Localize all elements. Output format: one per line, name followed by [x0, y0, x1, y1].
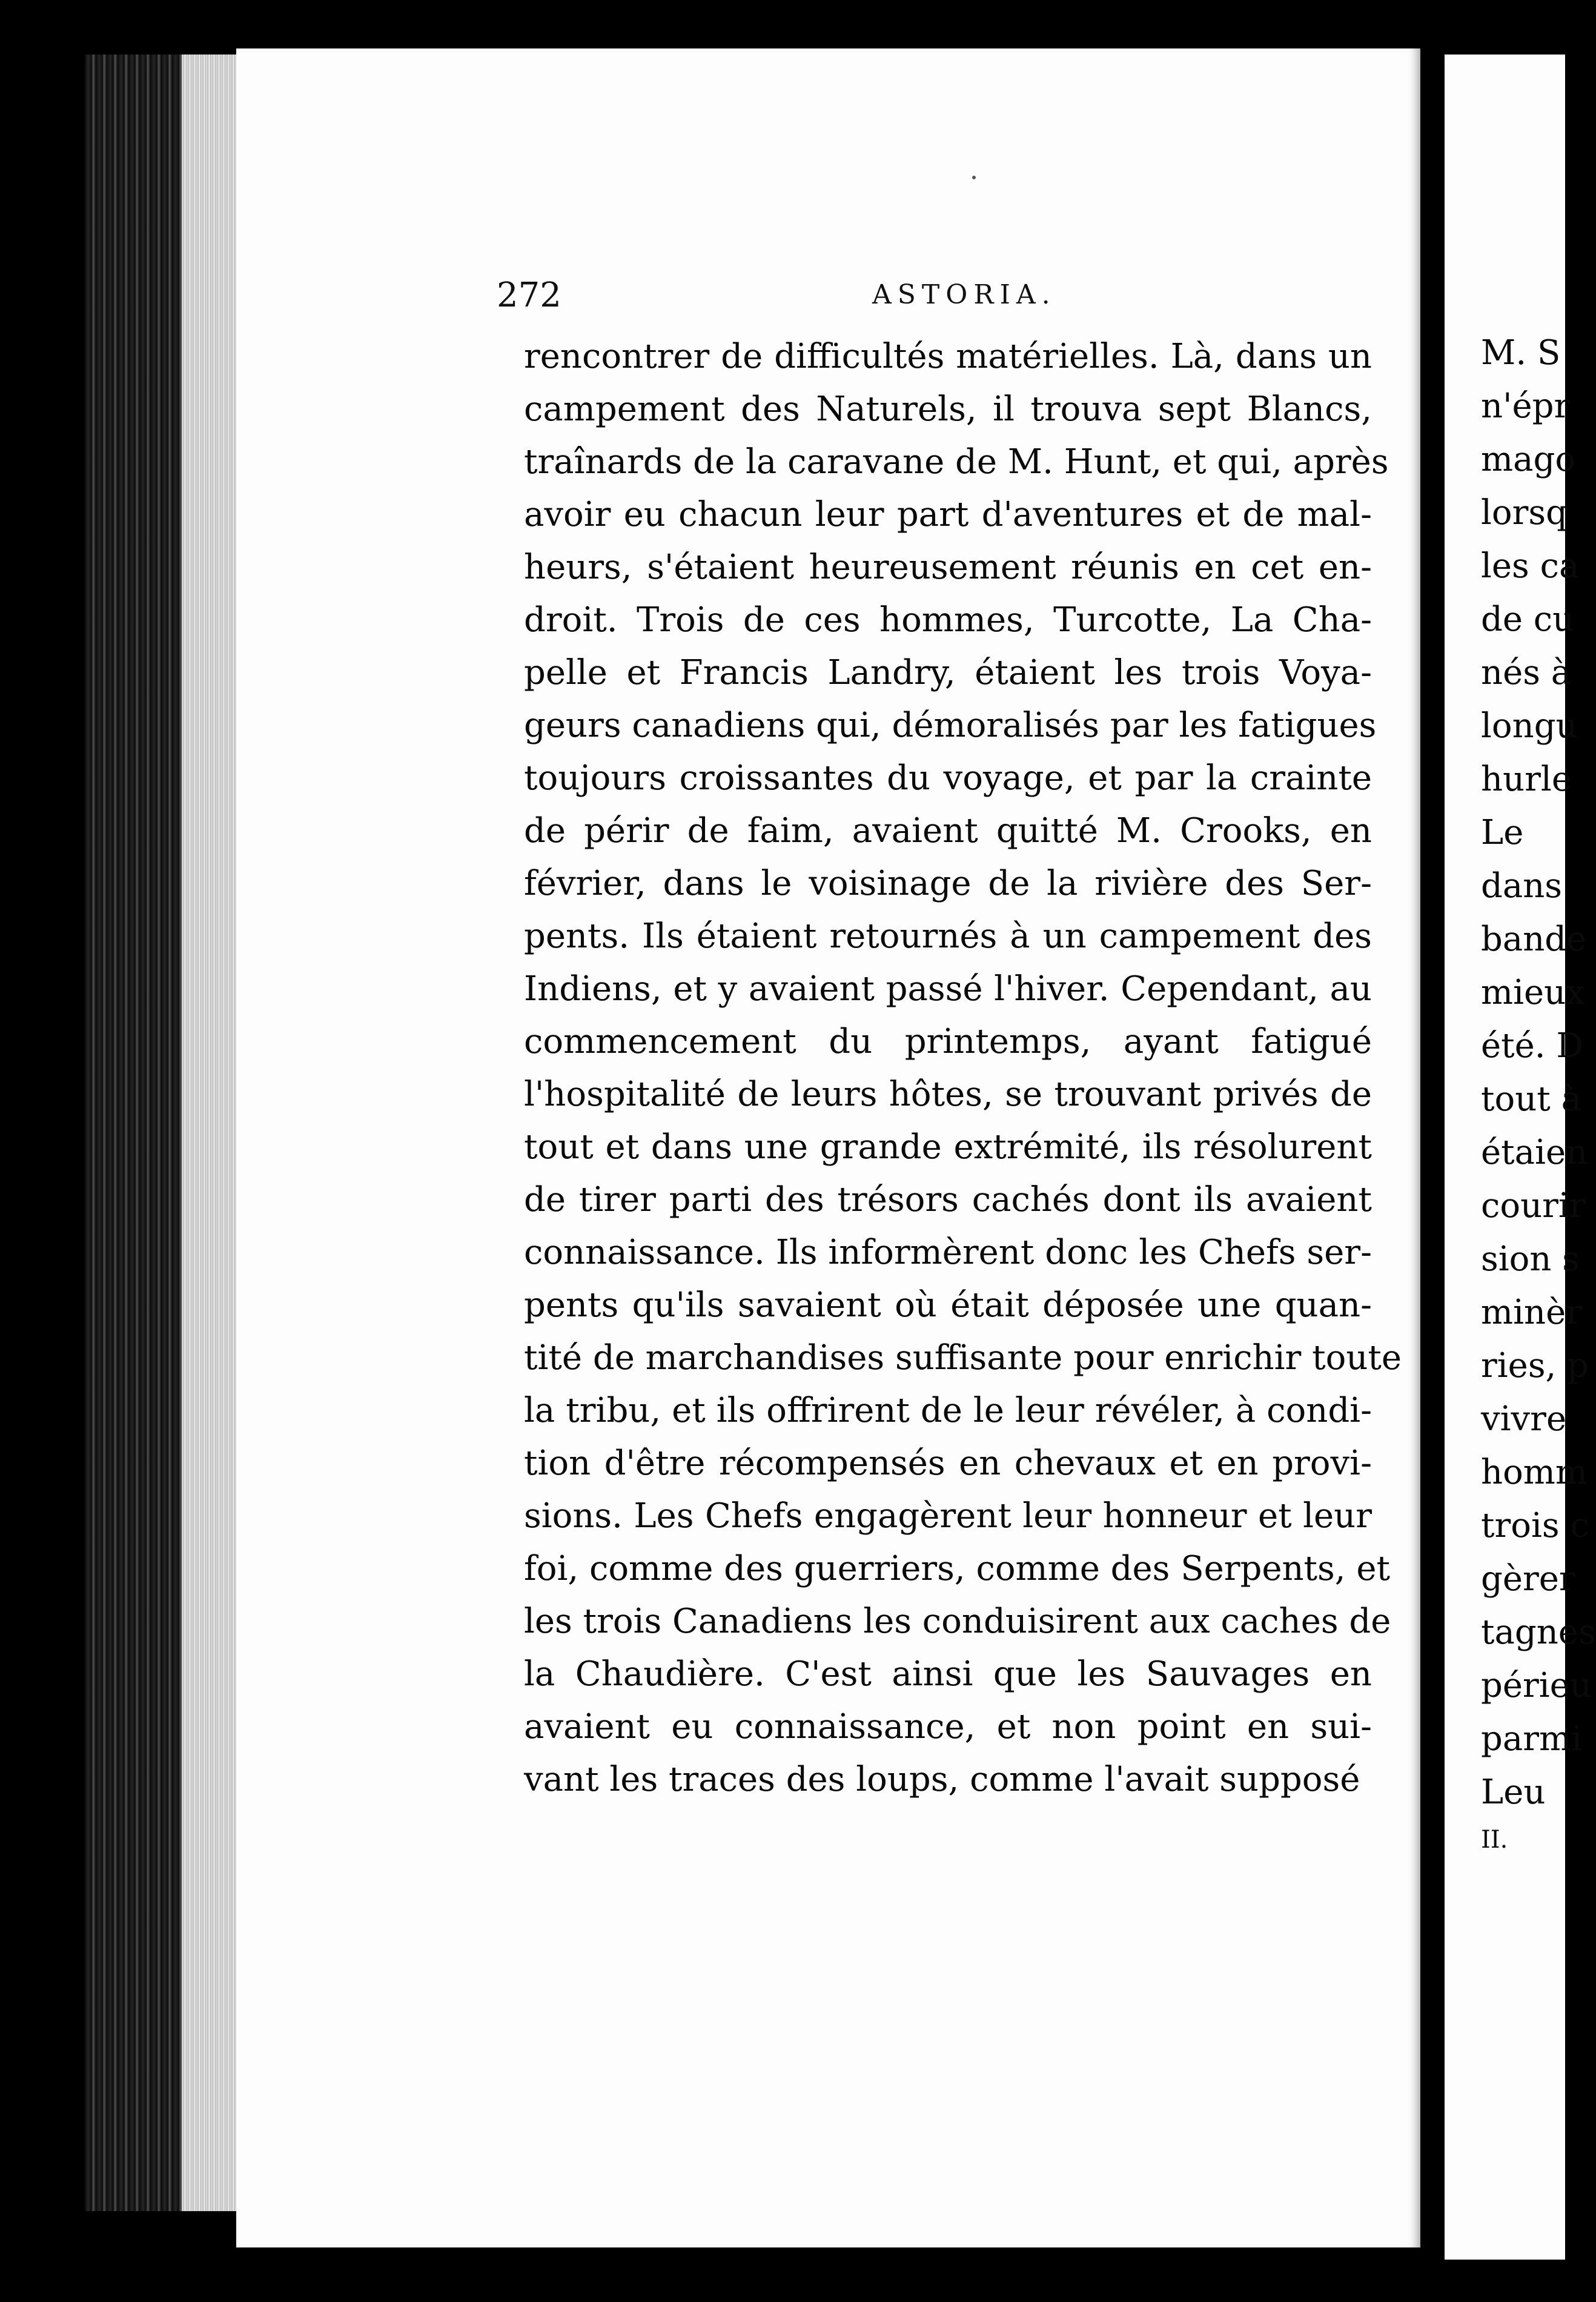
text-line: Indiens, et y avaient passé l'hiver. Cependant, au	[524, 969, 1372, 1009]
text-line: vant les traces des loups, comme l'avait supposé	[524, 1760, 1360, 1799]
text-line: campement des Naturels, il trouva sept Blancs,	[524, 390, 1372, 429]
facing-line: dans	[1481, 866, 1563, 906]
facing-line: n'épr	[1481, 386, 1571, 426]
facing-line: sion s	[1481, 1239, 1580, 1279]
facing-line: courir	[1481, 1186, 1586, 1226]
text-line: pents qu'ils savaient où était déposée une quan-	[524, 1285, 1372, 1325]
text-line: avaient eu connaissance, et non point en sui-	[524, 1707, 1372, 1746]
facing-signature: II.	[1481, 1826, 1508, 1854]
text-line: heurs, s'étaient heureusement réunis en cet en-	[524, 548, 1372, 587]
facing-page	[1445, 55, 1596, 2260]
facing-line: vivre	[1481, 1399, 1567, 1439]
facing-line: mieux	[1481, 973, 1585, 1012]
text-line: de tirer parti des trésors cachés dont ils avaient	[524, 1180, 1372, 1219]
page-number: 272	[497, 276, 561, 315]
text-line: tout et dans une grande extrémité, ils résolurent	[524, 1127, 1372, 1167]
facing-line: gèrer	[1481, 1559, 1575, 1599]
text-line: traînards de la caravane de M. Hunt, et qui, après	[524, 442, 1389, 482]
text-line: commencement du printemps, ayant fatigué	[524, 1022, 1372, 1061]
page-header	[497, 276, 1375, 318]
facing-line: longu	[1481, 706, 1578, 746]
facing-line: nés à	[1481, 653, 1572, 692]
text-line: pents. Ils étaient retournés à un campement des	[524, 917, 1372, 956]
text-line: geurs canadiens qui, démoralisés par les fatigues	[524, 706, 1377, 745]
facing-line: Le	[1481, 813, 1524, 852]
facing-line: M. S	[1481, 333, 1561, 373]
text-line: pelle et Francis Landry, étaient les trois Voya-	[524, 653, 1372, 692]
facing-line: tout à	[1481, 1080, 1581, 1119]
text-line: de périr de faim, avaient quitté M. Crooks, en	[524, 811, 1372, 851]
facing-line: les ca	[1481, 546, 1580, 586]
speck	[972, 176, 976, 179]
text-line: connaissance. Ils informèrent donc les Chefs ser-	[524, 1233, 1372, 1272]
text-line: la tribu, et ils offrirent de le leur révéler, à condi-	[524, 1391, 1372, 1430]
facing-line: mago	[1481, 440, 1576, 479]
facing-line: hurle	[1481, 760, 1572, 799]
text-line: rencontrer de difficultés matérielles. Là, dans un	[524, 337, 1372, 376]
page-edges	[182, 55, 236, 2211]
text-line: la Chaudière. C'est ainsi que les Sauvages en	[524, 1654, 1372, 1694]
facing-line: trois c	[1481, 1506, 1589, 1545]
text-line: tion d'être récompensés en chevaux et en provi-	[524, 1444, 1372, 1483]
text-line: l'hospitalité de leurs hôtes, se trouvant privés de	[524, 1075, 1372, 1114]
running-title: ASTORIA.	[872, 279, 1056, 310]
facing-line: été. D	[1481, 1026, 1584, 1066]
text-line: droit. Trois de ces hommes, Turcotte, La Cha-	[524, 600, 1372, 640]
facing-line: ries, p	[1481, 1346, 1589, 1385]
facing-line: étaien	[1481, 1133, 1588, 1172]
text-line: avoir eu chacun leur part d'aventures et de mal-	[524, 495, 1372, 534]
facing-line: de cu	[1481, 600, 1575, 639]
text-line: les trois Canadiens les conduisirent aux caches de	[524, 1602, 1391, 1641]
text-line: foi, comme des guerriers, comme des Serpents, et	[524, 1549, 1391, 1588]
text-line: tité de marchandises suffisante pour enrichir toute	[524, 1338, 1402, 1378]
body-text	[524, 330, 1402, 1806]
facing-line: lorsq	[1481, 493, 1568, 532]
facing-line: bande	[1481, 920, 1587, 959]
facing-line: parmi	[1481, 1719, 1583, 1759]
text-line: février, dans le voisinage de la rivière des Ser-	[524, 864, 1372, 903]
text-line: toujours croissantes du voyage, et par la crainte	[524, 758, 1372, 798]
facing-line: périeu	[1481, 1666, 1592, 1705]
facing-line: minèr	[1481, 1293, 1582, 1332]
text-line: sions. Les Chefs engagèrent leur honneur et leur	[524, 1496, 1372, 1536]
facing-line: tagnes	[1481, 1613, 1596, 1652]
facing-line: homm	[1481, 1453, 1588, 1492]
facing-line: Leu	[1481, 1773, 1546, 1812]
